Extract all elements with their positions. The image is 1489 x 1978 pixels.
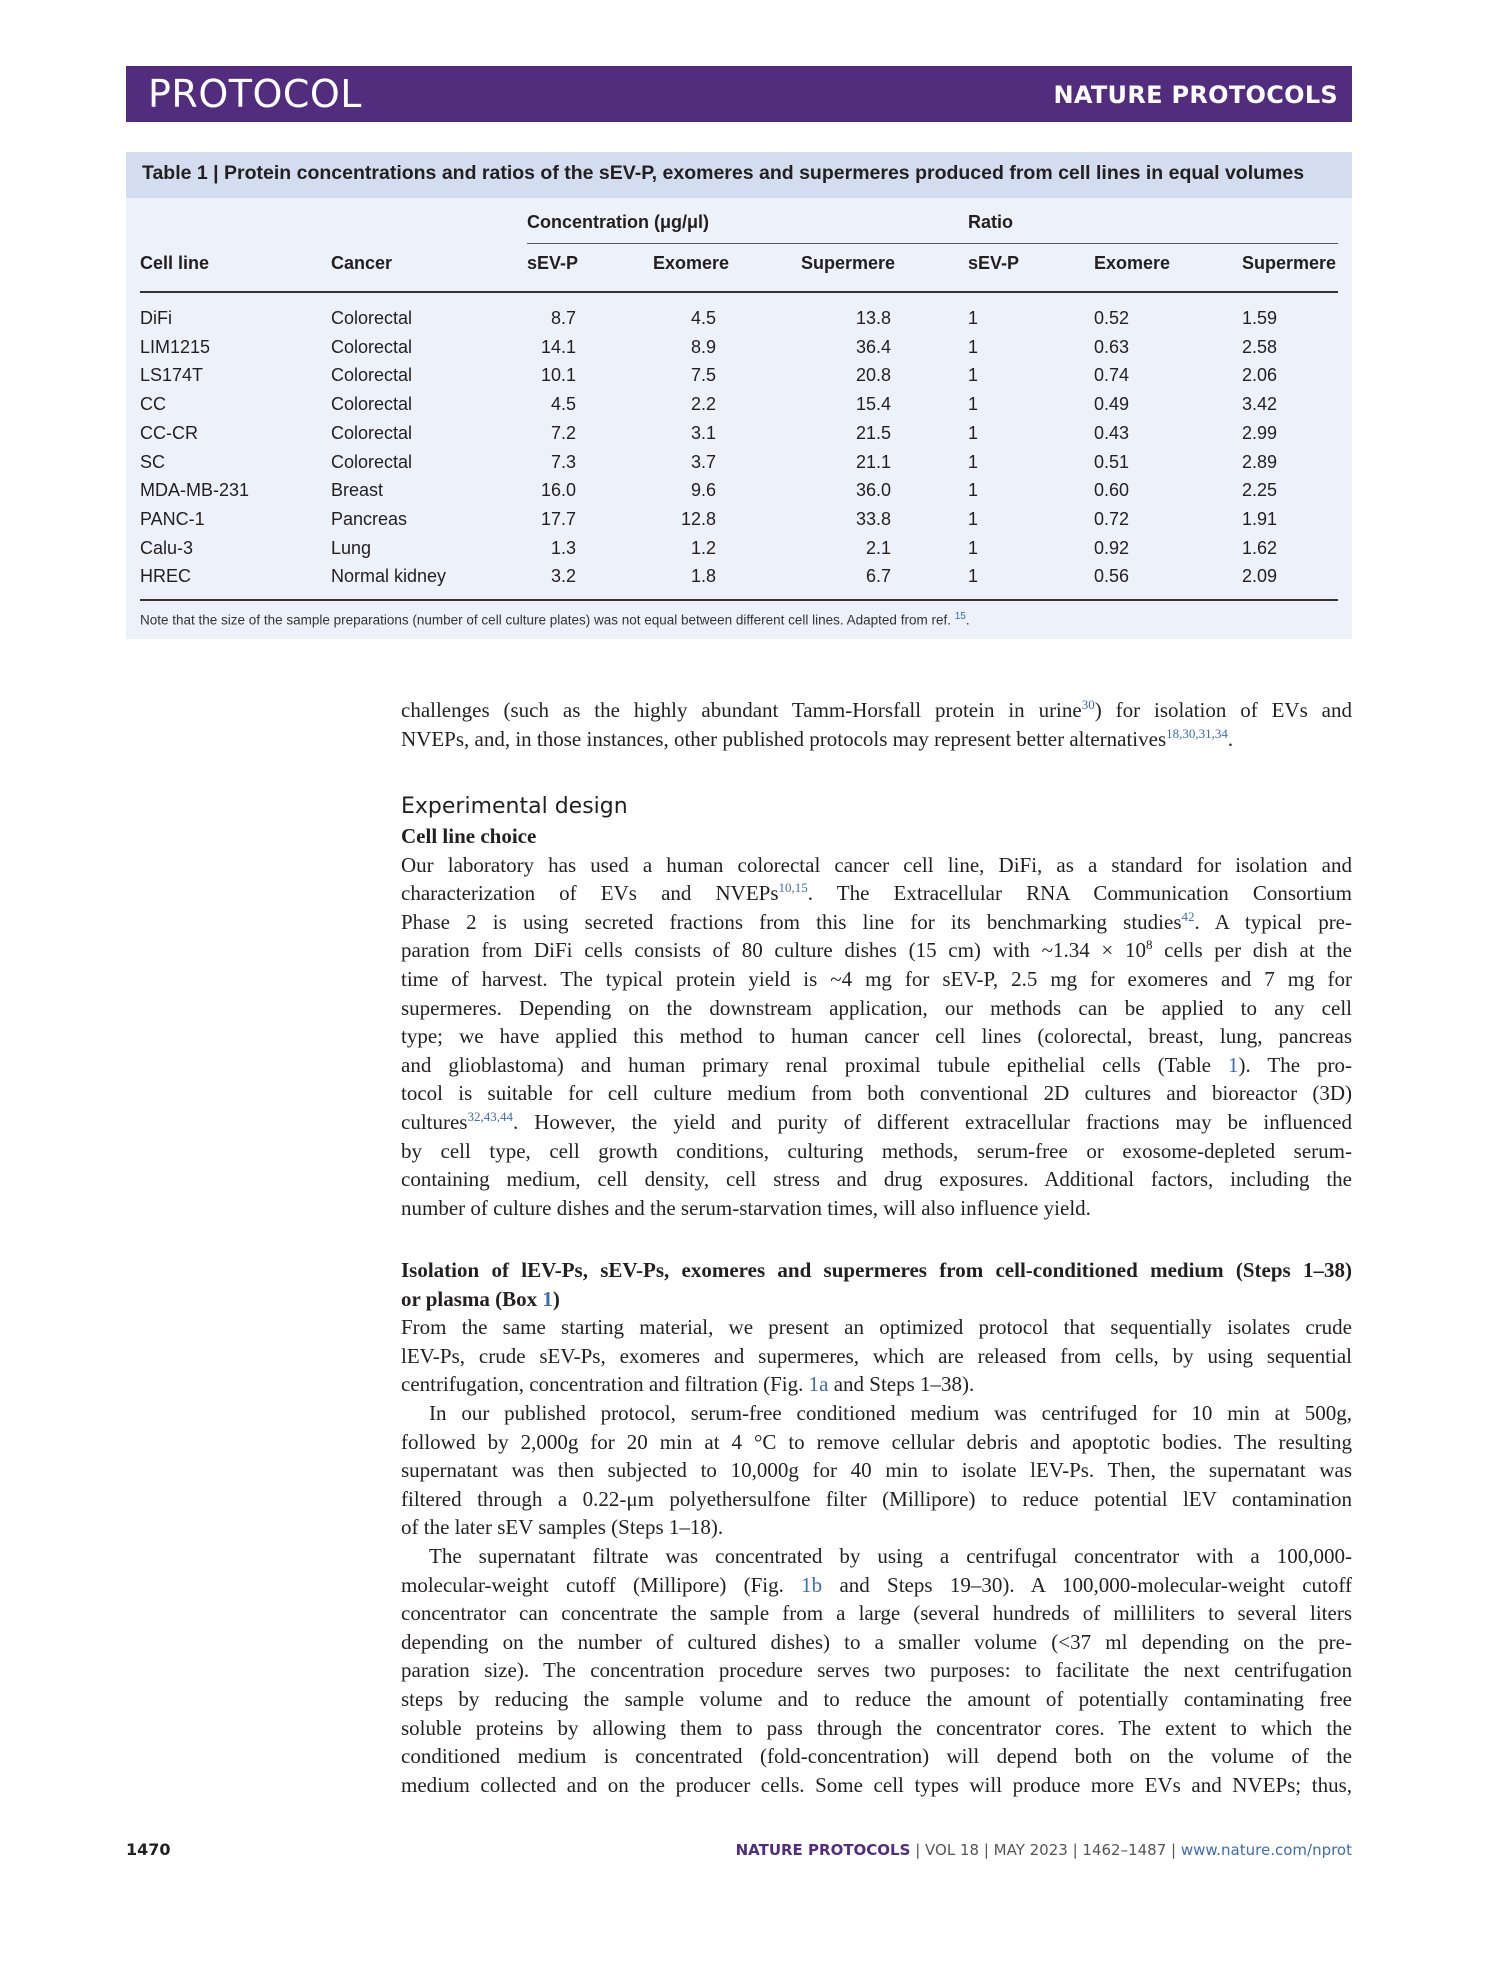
text-line: steps by reducing the sample volume and to reduce the amount of potentially contaminating free [401,1686,1352,1711]
text-line: conditioned medium is concentrated (fold-concentration) will depend both on the volume of the [401,1744,1352,1769]
cell-ratio-exomere: 0.56 [1094,566,1130,587]
cell-cancer: Colorectal [331,394,413,415]
cell-ratio-supermere: 2.25 [1242,480,1278,501]
cell-cancer: Lung [331,537,372,558]
cell-ratio-supermere: 2.58 [1242,336,1278,357]
subheading-isolation-cont: or plasma (Box 1) [401,1286,560,1311]
cell-conc-exomere: 12.8 [680,508,716,529]
cell-ratio-exomere: 0.63 [1094,336,1130,357]
text-line: lEV-Ps, crude sEV-Ps, exomeres and supermeres, which are released from cells, by using sequential [401,1343,1352,1368]
section-heading-experimental-design: Experimental design [401,794,628,819]
header-rule [140,291,1338,293]
text-line: of the later sEV samples (Steps 1–18). [401,1515,724,1540]
intro-paragraph [401,696,1352,753]
cell-ratio-exomere: 0.49 [1094,394,1130,415]
text-line: medium collected and on the producer cells. Some cell types will produce more EVs and NVEPs; thus, [401,1772,1352,1797]
cell-conc-supermere: 13.8 [855,308,891,328]
cell-conc-supermere: 21.5 [855,422,891,443]
cell-cell-line: CC [140,394,166,415]
cell-cancer: Pancreas [331,508,408,529]
cell-cancer: Breast [331,480,384,501]
cell-ratio-supermere: 2.99 [1242,422,1278,443]
journal-header-bar [126,66,1352,122]
table-link[interactable]: 1 [1228,1052,1239,1077]
col-header-cell-line: Cell line [140,253,210,273]
group-header-concentration: Concentration (μg/μl) [527,212,710,232]
text-line: From the same starting material, we present an optimized protocol that sequentially isolates crude [401,1315,1352,1340]
group-rule-concentration [527,243,1007,244]
table-note-ref[interactable]: 15 [954,611,966,622]
cell-conc-supermere: 33.8 [855,508,891,529]
cell-cancer: Colorectal [331,336,413,357]
cell-conc-exomere: 1.2 [690,537,716,558]
box-link[interactable]: 1 [542,1286,553,1311]
cell-cancer: Colorectal [331,451,413,472]
cell-conc-exomere: 9.6 [690,480,716,501]
footer-url[interactable]: www.nature.com/nprot [1180,1841,1352,1859]
footer-citation: NATURE PROTOCOLS | VOL 18 | MAY 2023 | 1462–1487 | www.nature.com/nprot [735,1841,1352,1859]
cell-conc-sev-p: 7.2 [550,422,576,443]
footer-journal: NATURE PROTOCOLS [735,1841,911,1859]
citation-link[interactable]: 18,30,31,34 [1166,725,1228,741]
text-line: cultures$^{32,43,44}$. However, the yield and purity of different extracellular fractions may be influenced [401,1108,1352,1134]
cell-ratio-exomere: 0.74 [1094,365,1130,386]
cell-ratio-supermere: 1.62 [1242,537,1278,558]
cell-ratio-sev-p: 1 [968,394,979,415]
text-line: characterization of EVs and NVEPs$^{10,15}$. The Extracellular RNA Communication Consortium [401,880,1352,906]
text-line: molecular-weight cutoff (Millipore) (Fig. 1b and Steps 19–30). A 100,000-molecular-weight cutoff [401,1572,1352,1597]
text-line: soluble proteins by allowing them to pass through the concentrator cores. The extent to which the [401,1715,1352,1740]
cell-ratio-sev-p: 1 [968,566,979,587]
cell-ratio-sev-p: 1 [968,451,979,472]
page-number: 1470 [126,1840,171,1859]
footer-pages: 1462–1487 [1082,1841,1167,1859]
text-line: paration from DiFi cells consists of 80 culture dishes (15 cm) with ~1.34 × $10^8$ cells per dish at the [401,937,1352,963]
table-note [140,611,970,628]
cell-conc-exomere: 3.7 [690,451,716,472]
cell-conc-sev-p: 4.5 [550,394,576,415]
text-line: In our published protocol, serum-free conditioned medium was centrifuged for 10 min at 500g, [429,1400,1352,1425]
cell-cell-line: DiFi [140,308,172,328]
cell-cell-line: PANC-1 [140,508,205,529]
cell-ratio-sev-p: 1 [968,508,979,529]
footer-volume: VOL 18 [925,1841,980,1859]
cell-ratio-supermere: 1.91 [1242,508,1278,529]
text-line: tocol is suitable for cell culture medium from both conventional 2D cultures and bioreactor (3D) [401,1081,1352,1106]
cell-conc-exomere: 3.1 [690,422,716,443]
subheading-cell-line-choice: Cell line choice [401,824,537,848]
table-1 [126,152,1352,639]
text-line: by cell type, cell growth conditions, culturing methods, serum-free or exosome-depleted serum- [401,1138,1352,1163]
cell-conc-sev-p: 1.3 [550,537,576,558]
cell-conc-exomere: 2.2 [690,394,716,415]
cell-ratio-sev-p: 1 [968,537,979,558]
cell-conc-supermere: 20.8 [855,365,891,386]
cell-cancer: Colorectal [331,422,413,443]
col-header-conc-exomere: Exomere [653,253,730,273]
col-header-conc-supermere: Supermere [801,253,896,273]
text-line: concentrator can concentrate the sample from a large (several hundreds of milliliters to several liters [401,1601,1352,1626]
cell-ratio-exomere: 0.51 [1094,451,1130,472]
cell-cancer: Normal kidney [331,566,447,587]
text-line: The supernatant filtrate was concentrated by using a centrifugal concentrator with a 100,000- [429,1543,1352,1568]
text-line: followed by 2,000g for 20 min at 4 °C to remove cellular debris and apoptotic bodies. The resulting [401,1429,1352,1454]
cell-line-section [401,822,1352,1222]
cell-ratio-sev-p: 1 [968,336,979,357]
cell-conc-supermere: 2.1 [865,537,891,558]
cell-cancer: Colorectal [331,365,413,386]
citation-link[interactable]: 42 [1181,908,1195,924]
cell-cell-line: SC [140,451,166,472]
bottom-rule [140,599,1338,601]
text-line: NVEPs, and, in those instances, other published protocols may represent better alternatives$^{18,30,31,34}$. [401,725,1234,751]
text-line: type; we have applied this method to human cancer cell lines (colorectal, breast, lung, pancreas [401,1024,1352,1049]
text-line: and glioblastoma) and human primary renal proximal tubule epithelial cells (Table 1). The pro- [401,1052,1353,1077]
col-header-conc-sev-p: sEV-P [527,253,579,273]
cell-conc-sev-p: 10.1 [540,365,576,386]
col-header-ratio-exomere: Exomere [1094,253,1171,273]
col-header-ratio-sev-p: sEV-P [968,253,1020,273]
cell-conc-supermere: 21.1 [855,451,891,472]
cell-conc-sev-p: 3.2 [550,566,576,587]
group-header-ratio: Ratio [968,212,1013,232]
text-line: Our laboratory has used a human colorectal cancer cell line, DiFi, as a standard for isolation and [401,852,1352,877]
table-note-end: . [965,612,970,628]
cell-cell-line: CC-CR [140,422,198,443]
cell-ratio-sev-p: 1 [968,365,979,386]
citation-link[interactable]: 30 [1081,697,1095,712]
col-header-ratio-supermere: Supermere [1242,253,1337,273]
figure-link[interactable]: 1a [808,1372,829,1397]
section-label: PROTOCOL [148,72,362,116]
cell-ratio-exomere: 0.52 [1094,308,1130,328]
text-line: time of harvest. The typical protein yield is ~4 mg for sEV-P, 2.5 mg for exomeres and 7 mg for [401,966,1352,991]
text-line: supermeres. Depending on the downstream application, our methods can be applied to any cell [401,995,1352,1020]
text-line: filtered through a 0.22-μm polyethersulfone filter (Millipore) to reduce potential lEV contamination [401,1486,1352,1511]
cell-ratio-supermere: 1.59 [1242,308,1278,328]
cell-ratio-supermere: 2.89 [1242,451,1278,472]
cell-cell-line: LIM1215 [140,336,211,357]
citation-link[interactable]: 10,15 [778,880,808,896]
cell-cell-line: MDA-MB-231 [140,480,250,501]
cell-cell-line: HREC [140,566,192,587]
citation-link[interactable]: 32,43,44 [467,1108,513,1124]
figure-link[interactable]: 1b [801,1572,823,1597]
text-line: supernatant was then subjected to 10,000g for 40 min to isolate lEV-Ps. Then, the supernatant was [401,1458,1352,1483]
cell-conc-supermere: 15.4 [855,394,891,415]
cell-conc-sev-p: 16.0 [540,480,576,501]
footer-date: MAY 2023 [993,1841,1068,1859]
cell-conc-supermere: 36.0 [855,480,891,501]
text-line: centrifugation, concentration and filtration (Fig. 1a and Steps 1–38). [401,1372,975,1397]
cell-conc-sev-p: 8.7 [550,308,576,328]
cell-ratio-sev-p: 1 [968,308,979,328]
cell-ratio-supermere: 2.09 [1242,566,1278,587]
cell-conc-sev-p: 17.7 [540,508,576,529]
superscript: 8 [1145,937,1153,953]
journal-name: NATURE PROTOCOLS [1053,81,1338,109]
cell-cell-line: Calu-3 [140,537,194,558]
cell-ratio-exomere: 0.72 [1094,508,1130,529]
cell-ratio-sev-p: 1 [968,422,979,443]
cell-ratio-exomere: 0.92 [1094,537,1130,558]
text-line: paration size). The concentration procedure serves two purposes: to facilitate the next centrifugation [401,1658,1352,1683]
cell-conc-supermere: 6.7 [865,566,891,587]
cell-conc-supermere: 36.4 [855,336,891,357]
cell-conc-exomere: 1.8 [690,566,716,587]
cell-ratio-exomere: 0.43 [1094,422,1130,443]
table-caption: Table 1 | Protein concentrations and ratios of the sEV-P, exomeres and supermeres produced from cell lines in equal volumes [126,152,1352,198]
cell-conc-sev-p: 14.1 [540,336,576,357]
cell-ratio-supermere: 2.06 [1242,365,1278,386]
cell-ratio-sev-p: 1 [968,480,979,501]
text-line: challenges (such as the highly abundant Tamm-Horsfall protein in urine$^{30}$) for isolation of EVs and [401,697,1352,722]
cell-cell-line: LS174T [140,365,204,386]
group-rule-ratio [968,243,1338,244]
text-line: containing medium, cell density, cell stress and drug exposures. Additional factors, including the [401,1167,1352,1192]
text-line: Phase 2 is using secreted fractions from this line for its benchmarking studies$^{42}$. A typical pre- [401,908,1352,934]
col-header-cancer: Cancer [331,253,393,273]
isolation-section [401,1256,1352,1799]
cell-conc-exomere: 4.5 [690,308,716,328]
subheading-isolation: Isolation of lEV-Ps, sEV-Ps, exomeres and supermeres from cell-conditioned medium (Steps 1–38) [401,1258,1352,1282]
cell-cancer: Colorectal [331,308,413,328]
cell-conc-sev-p: 7.3 [550,451,576,472]
cell-conc-exomere: 8.9 [690,336,716,357]
cell-conc-exomere: 7.5 [690,365,716,386]
cell-ratio-exomere: 0.60 [1094,480,1130,501]
text-line: depending on the number of cultured dishes) to a smaller volume (<37 ml depending on the pre- [401,1629,1352,1654]
text-line: number of culture dishes and the serum-starvation times, will also influence yield. [401,1195,1091,1220]
table-note-text: Note that the size of the sample preparations (number of cell culture plates) was not equal between different cell lines. Adapted from ref. [140,612,955,628]
cell-ratio-supermere: 3.42 [1242,394,1278,415]
